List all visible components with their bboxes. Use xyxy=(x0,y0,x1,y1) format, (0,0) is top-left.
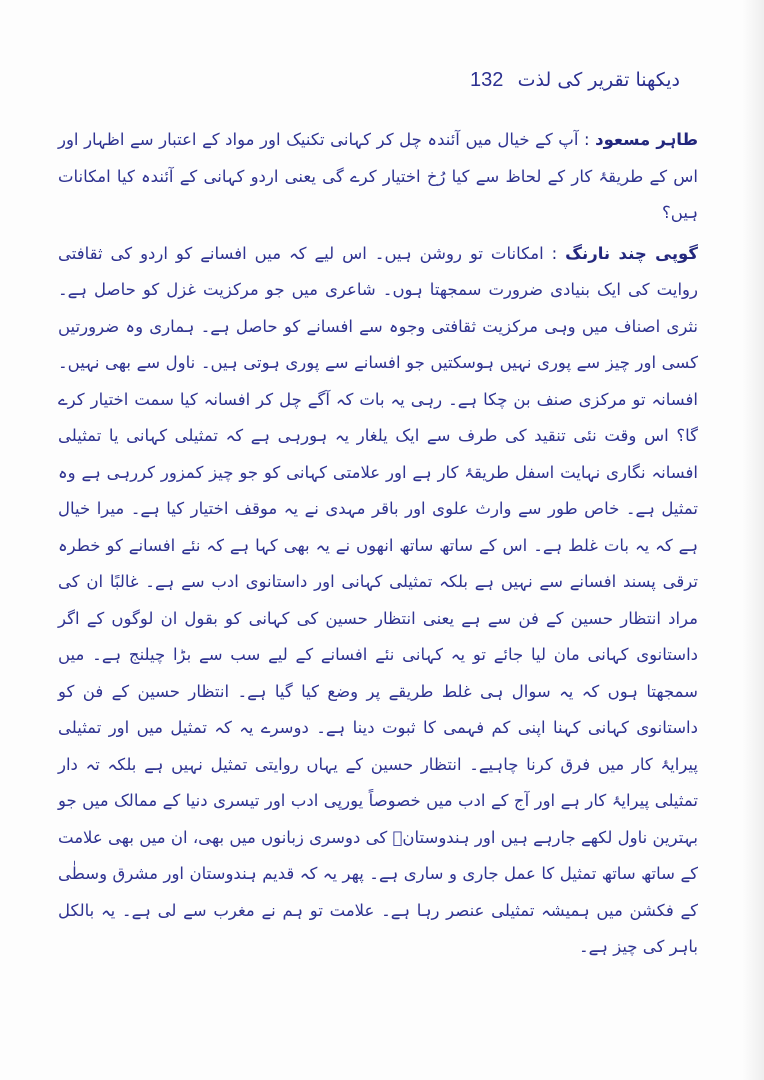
interview-text xyxy=(58,122,698,970)
page-number: 132 xyxy=(470,68,504,91)
page-header xyxy=(470,62,680,98)
paragraph-text: امکانات تو روشن ہیں۔ اس لیے کہ میں افسانے کو اردو کی ثقافتی روایت کی ایک بنیادی ضرورت سمجھتا ہوں۔ شاعری میں جو مرکزیت غزل کو حاصل ہے۔ نثری اصناف میں وہی مرکزیت ثقافتی وجوہ سے افسانے کو حاصل ہے۔ ہماری وہ ضرورتیں کسی اور چیز سے پوری نہیں ہوسکتیں جو افسانے سے پوری ہوتی ہیں۔ ناول سے بھی نہیں۔ افسانہ تو مرکزی صنف بن چکا ہے۔ رہی یہ بات کہ آگے چل کر افسانہ کیا سمت اختیار کرے گا؟ اس وقت نئی تنقید کی طرف سے ایک یلغار یہ ہورہی ہے کہ تمثیلی کہانی یا تمثیلی افسانہ نگاری نہایت اسفل طریقۂ کار ہے اور علامتی کہانی کو جو چیز کمزور کررہی ہے وہ تمثیل ہے۔ خاص طور سے وارث علوی اور باقر مہدی نے یہ موقف اختیار کیا ہے۔ میرا خیال ہے کہ یہ بات غلط ہے۔ اس کے ساتھ ساتھ انھوں نے یہ بھی کہا ہے کہ نئے افسانے کو خطرہ ترقی پسند افسانے سے نہیں ہے بلکہ تمثیلی کہانی اور داستانوی ادب سے ہے۔ غالبًا ان کی مراد انتظار حسین کے فن سے ہے یعنی انتظار حسین کی کہانی کو بقول ان لوگوں کے اگر داستانوی کہانی مان لیا جائے تو یہ کہانی نئے افسانے کے لیے سب سے بڑا چیلنج ہے۔ میں سمجھتا ہوں کہ یہ سوال ہی غلط طریقے پر وضع کیا گیا ہے۔ انتظار حسین کے فن کو داستانوی کہانی کہنا اپنی کم فہمی کا ثبوت دینا ہے۔ دوسرے یہ کہ تمثیل میں اور تمثیلی پیرایۂ کار میں فرق کرنا چاہیے۔ انتظار حسین کے یہاں روایتی تمثیل نہیں ہے بلکہ تہ دار تمثیلی پیرایۂ کار ہے اور آج کے ادب میں خصوصاً یورپی ادب اور تیسری دنیا کے ممالک میں جو بہترین ناول لکھے جارہے ہیں اور ہندوستانؐ کی دوسری زبانوں میں بھی، ان میں بھی علامت کے ساتھ ساتھ تمثیل کا عمل جاری و ساری ہے۔ پھر یہ کہ قدیم ہندوستان اور مشرق وسطٰی کے فکشن میں ہمیشہ تمثیلی عنصر رہا ہے۔ علامت تو ہم نے مغرب سے لی ہے۔ یہ بالکل باہر کی چیز ہے۔ xyxy=(58,243,698,956)
running-title: دیکھنا تقریر کی لذت xyxy=(517,69,680,91)
speaker-name: گوپی چند نارنگ xyxy=(565,243,698,263)
speaker-separator: : xyxy=(583,130,590,149)
page-edge-shadow xyxy=(742,0,764,1080)
speaker-separator: : xyxy=(551,243,558,263)
paragraph-question xyxy=(58,122,698,232)
paragraph-text: آپ کے خیال میں آئندہ چل کر کہانی تکنیک اور مواد کے اعتبار سے اظہار اور اس کے طریقۂ کار کے لحاظ سے کیا رُخ اختیار کرے گی یعنی اردو کہانی کے آئندہ کیا امکانات ہیں؟ xyxy=(58,130,698,222)
paragraph-answer xyxy=(58,236,698,966)
speaker-name: طاہر مسعود xyxy=(595,130,698,149)
